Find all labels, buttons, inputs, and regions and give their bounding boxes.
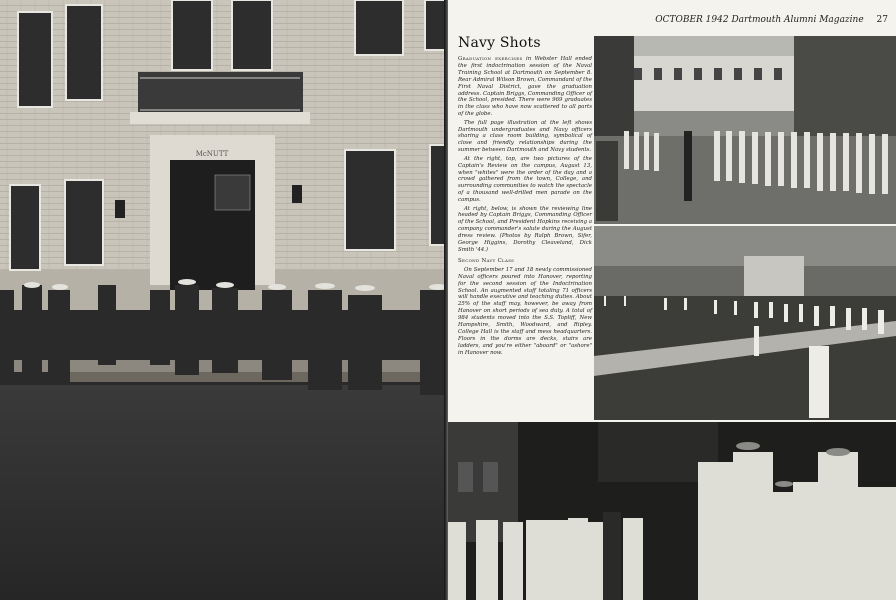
paragraph-1 <box>458 56 592 118</box>
article-body <box>458 56 592 416</box>
paragraph-2: The full page illustration at the left shows Dartmouth undergraduates and Navy officers sharing a class room building, symbolical of close and friendly relationships during the summer between Dartmouth and Navy students. <box>458 119 592 154</box>
paragraph-5: On September 17 and 18 newly commissioned Naval officers poured into Hanover, reporting for the second session of the Indoctrination School. An augmented staff totaling 71 officers will handle executive and teaching duties. About 25% of the staff may, however, be away from Hanover on short periods of sea duty. A total of 984 students moved into the S.S. Topliff, New Hampshire, Smith, Woodward, and Ripley. College Hall is the staff and mess headquarters. Floors in the dorms are decks, stairs are ladders, and you're either "aboard" or "ashore" in Hanover now. <box>458 266 592 356</box>
page-number: 27 <box>876 15 888 25</box>
magazine-name: Dartmouth Alumni Magazine <box>731 15 864 25</box>
paragraph-1-text: in Webster Hall ended the first indoctrination session of the Naval Training School at Dartmouth on September 8. Rear Admiral Wilson Brown, Commandant of the First Naval District, gave the graduation address. Captain Briggs, Commanding Officer of the School, presided. There were 969 graduates in the class who have now scattered to all parts of the globe. <box>458 56 593 118</box>
paragraph-3: At the right, top, are two pictures of the Captain's Review on the campus, August 13, when "whites" were the order of the day and a crowd gathered from the town, College, and surrounding communities to watch the spectacle of a thousand well-drilled men parade on the campus. <box>458 155 592 204</box>
section-heading: Second Navy Class <box>458 257 515 264</box>
campus-review-photo-top <box>594 36 896 224</box>
issue-date: OCTOBER 1942 <box>655 15 729 25</box>
article-title: Navy Shots <box>458 35 541 51</box>
campus-review-photo-middle <box>594 226 896 420</box>
running-header <box>648 15 888 29</box>
lead-caps: Graduation exercises <box>458 56 523 62</box>
reviewing-line-photo <box>448 422 896 600</box>
building-sign: McNUTT <box>195 150 229 158</box>
right-page <box>448 0 896 600</box>
paragraph-4: At right, below, is shown the reviewing line headed by Captain Briggs, Commanding Officer of the School, and President Hopkins receiving a company commander's salute during the August dress review. (Photos by Ralph Brown, Sifer, George Higgins, Dorothy Cleaveland, Dick Smith '44.) <box>458 205 592 253</box>
